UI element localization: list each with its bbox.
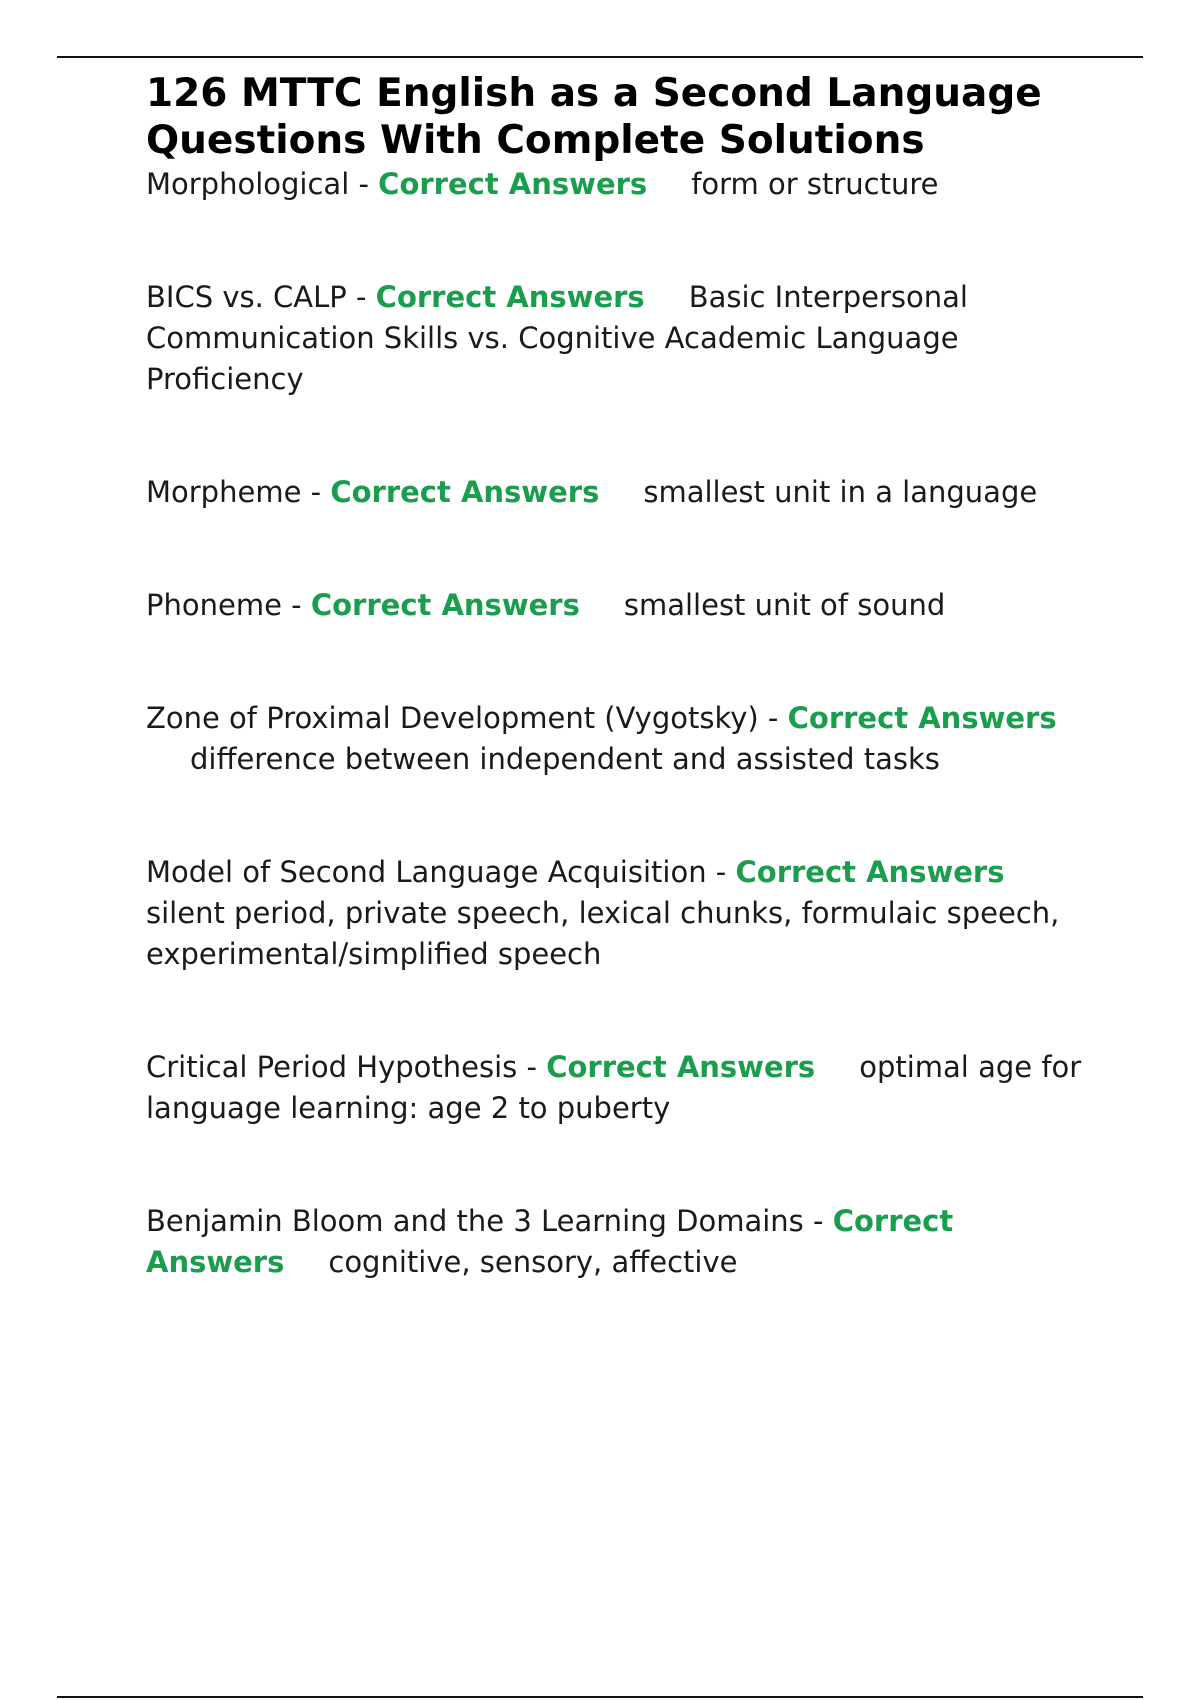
- qa-term: Benjamin Bloom and the 3 Learning Domains: [146, 1204, 804, 1238]
- qa-separator: -: [803, 1204, 833, 1238]
- correct-answers-label: Correct Answers: [735, 855, 1005, 889]
- qa-item: [146, 277, 1096, 400]
- top-rule: [57, 56, 1143, 58]
- qa-separator: -: [301, 475, 331, 509]
- bottom-rule: [57, 1696, 1143, 1698]
- correct-answers-label: Correct Answers: [378, 167, 648, 201]
- qa-separator: -: [706, 855, 736, 889]
- qa-separator: -: [758, 701, 788, 735]
- qa-term: Phoneme: [146, 588, 282, 622]
- qa-term: Model of Second Language Acquisition: [146, 855, 707, 889]
- qa-item: [146, 698, 1096, 780]
- qa-item: [146, 1047, 1096, 1129]
- qa-separator: -: [349, 167, 379, 201]
- qa-separator: -: [517, 1050, 547, 1084]
- correct-answers-label: Correct Answers: [146, 1204, 954, 1279]
- qa-item: [146, 164, 1096, 205]
- qa-term: Morpheme: [146, 475, 302, 509]
- qa-separator: -: [281, 588, 311, 622]
- qa-item: [146, 472, 1096, 513]
- correct-answers-label: Correct Answers: [310, 588, 580, 622]
- qa-term: Critical Period Hypothesis: [146, 1050, 518, 1084]
- qa-term: Zone of Proximal Development (Vygotsky): [146, 701, 759, 735]
- qa-item: [146, 585, 1096, 626]
- qa-answer: silent period, private speech, lexical chunks, formulaic speech, experimental/simplified speech: [146, 896, 1060, 971]
- qa-term: BICS vs. CALP: [146, 280, 347, 314]
- qa-answer: form or structure: [691, 167, 939, 201]
- qa-answer: optimal age for language learning: age 2 to puberty: [146, 1050, 1082, 1125]
- correct-answers-label: Correct Answers: [546, 1050, 816, 1084]
- correct-answers-label: Correct Answers: [375, 280, 645, 314]
- qa-item: [146, 852, 1096, 975]
- qa-separator: -: [346, 280, 376, 314]
- correct-answers-label: Correct Answers: [787, 701, 1057, 735]
- qa-answer: cognitive, sensory, affective: [328, 1245, 738, 1279]
- document-body: [146, 70, 1096, 1283]
- document-title: 126 MTTC English as a Second Language Questions With Complete Solutions: [146, 71, 1042, 163]
- qa-answer: smallest unit in a language: [643, 475, 1038, 509]
- qa-answer: Basic Interpersonal Communication Skills vs. Cognitive Academic Language Proficiency: [146, 280, 968, 396]
- qa-answer: smallest unit of sound: [623, 588, 946, 622]
- qa-item: [146, 1201, 1096, 1283]
- qa-term: Morphological: [146, 167, 350, 201]
- qa-answer: difference between independent and assisted tasks: [190, 742, 940, 776]
- correct-answers-label: Correct Answers: [330, 475, 600, 509]
